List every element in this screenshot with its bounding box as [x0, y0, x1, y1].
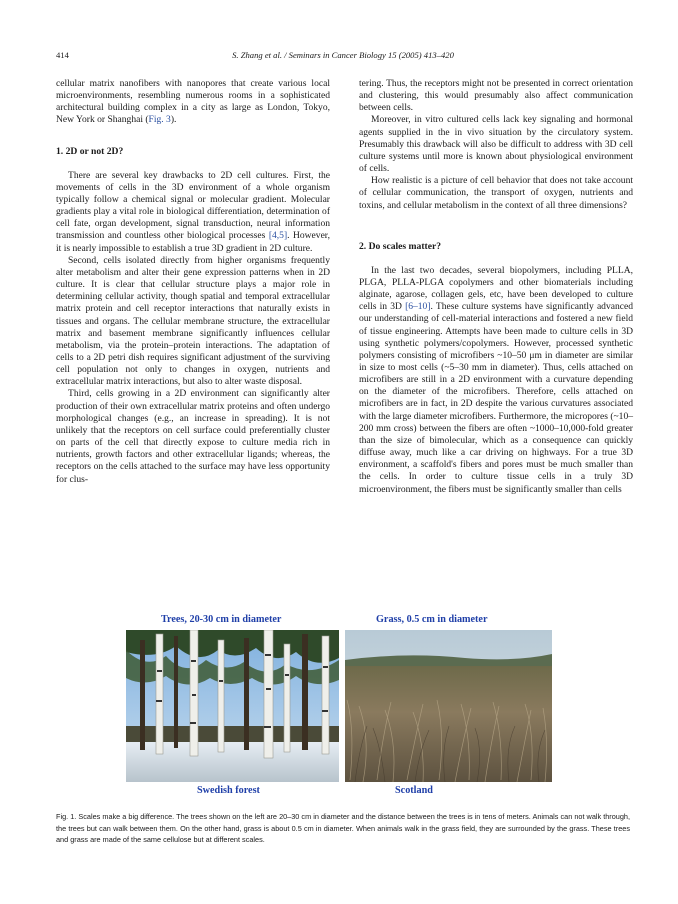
- section-heading: 1. 2D or not 2D?: [56, 145, 124, 157]
- section-heading: 2. Do scales matter?: [359, 240, 442, 252]
- reference-link[interactable]: [6–10]: [405, 301, 431, 313]
- paragraph: Moreover, in vitro cultured cells lack key signaling and hormonal agents supplied in the in vivo situation by the circulatory system. Presumably this drawback will also be difficult to address with 3D cell culture systems until more is known about physiological environment of cells.: [359, 114, 633, 175]
- right-column: [359, 78, 633, 496]
- figure-label-swedish-forest: Swedish forest: [197, 785, 260, 796]
- paragraph: tering. Thus, the receptors might not be presented in correct orientation and clustering, this would presumably also affect communication between cells.: [359, 78, 633, 114]
- grass-illustration: [345, 630, 552, 782]
- paragraph: How realistic is a picture of cell behavior that does not take account of cellular communication, the transport of oxygen, nutrients and toxins, and cellular metabolism in the context of all three dimensions?: [359, 175, 633, 211]
- paragraph: cellular matrix nanofibers with nanopores that create various local microenvironments, resembling numerous rooms in a sophisticated architectural building complex in a city as large as London, Tokyo, New York or Shanghai (Fig. 3).: [56, 78, 330, 126]
- figure-link[interactable]: Fig. 3: [148, 114, 171, 126]
- forest-illustration: [126, 630, 339, 782]
- reference-link[interactable]: [4,5]: [268, 230, 288, 242]
- grass-photo: [345, 630, 552, 782]
- figure-label-grass: Grass, 0.5 cm in diameter: [376, 614, 488, 625]
- page-number: 414: [56, 50, 69, 60]
- running-header: [56, 50, 630, 64]
- forest-photo: [126, 630, 339, 782]
- paragraph: Second, cells isolated directly from higher organisms frequently alter metabolism and alter their gene expression patterns when in 2D culture. It is clear that cellular structure plays a major role in determining cellular activity, though spatial and temporal extracellular matrix protein and cell receptor interactions that naturally exists in tissues and organs. The cellular membrane structure, the extracellular matrix and basement membrane significantly influences cellular metabolism, via the protein–protein interactions. The adaptation of cells to a 2D petri dish requires significant adjustment of the surviving cell population not only to changes in oxygen, nutrients and extracellular matrix interactions, but also to alter waste disposal.: [56, 254, 330, 388]
- left-column: [56, 78, 330, 486]
- journal-citation: S. Zhang et al. / Seminars in Cancer Biology 15 (2005) 413–420: [232, 50, 454, 60]
- figure-label-scotland: Scotland: [395, 785, 433, 796]
- figure-label-trees: Trees, 20-30 cm in diameter: [161, 614, 282, 625]
- figure-caption: Fig. 1. Scales make a big difference. The trees shown on the left are 20–30 cm in diameter and the distance between the trees is in tens of meters. Animals can not walk through, the trees but can walk between them. On the other hand, grass is about 0.5 cm in diameter. When animals walk in the grass field, they are surrounded by the grass. These trees and grass are made of the same cellulose but at different scales.: [56, 812, 630, 845]
- paragraph: There are several key drawbacks to 2D cell cultures. First, the movements of cells in the 3D environment of a whole organism typically follow a chemical signal or molecular gradient. Molecular gradients play a vital role in biological differentiation, determination of cell fate, organ development, signal transduction, neural information transmission and countless other biological processes [4,5]. However, it is nearly impossible to establish a true 3D gradient in 2D culture.: [56, 169, 330, 254]
- paragraph: Third, cells growing in a 2D environment can significantly alter production of their own extracellular matrix proteins and often undergo morphological changes (e.g., an increase in spreading). It is not unlikely that the receptors on cell surface could preferentially cluster on parts of the cell that directly expose to culture media rich in nutrients, growth factors and other extracellular ligands; whereas, the receptors on the cells attached to the surface may have less opportunity for clus-: [56, 388, 330, 485]
- paragraph: In the last two decades, several biopolymers, including PLLA, PLGA, PLLA-PLGA copolymers and other biomaterials including alginate, agarose, collagen gels, etc, have been developed to culture cells in 3D [6–10]. These culture systems have significantly advanced our understanding of cell-material interactions and fostered a new field of tissue engineering. Attempts have been made to culture cells in 3D using synthetic polymers/copolymers. However, processed synthetic polymers consisting of microfibers ~10–50 μm in diameter are similar in size to most cells (~5–30 mm in diameter). Thus, cells attached on microfibers are still in a 2D environment with a curvature depending on the diameter of the microfibers. Therefore, cells attached on microfibers are in fact, in 2D despite the various curvatures associated with the large diameter microfibers. Furthermore, the micropores (~10–200 mm cross) between the fibers are often ~1000–10,000-fold greater than the size of bimolecular, which as a consequence can quickly diffuse away, much like a car driving on highways. For a true 3D environment, a scaffold's fibers and pores must be much smaller than the cells. In order to culture tissue cells in a truly 3D microenvironment, the fibers must be significantly smaller than cells: [359, 264, 633, 495]
